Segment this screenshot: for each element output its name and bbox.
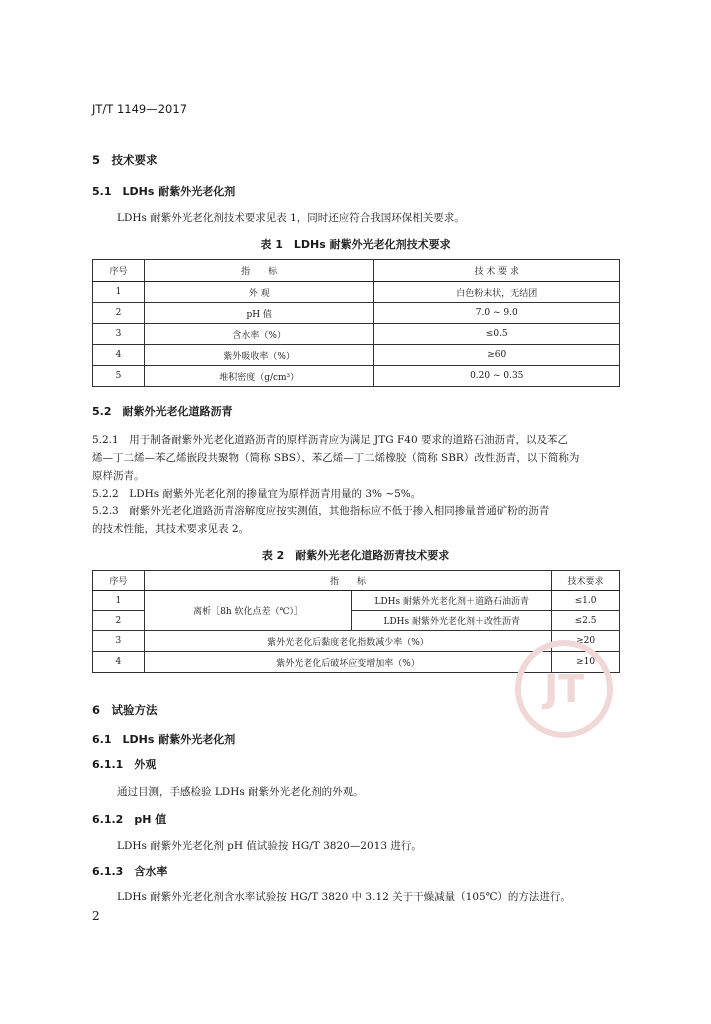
- table-cell: LDHs 耐紫外光老化剂＋改性沥青: [352, 611, 552, 631]
- table-2-header-row: [93, 571, 620, 591]
- clause-5-2-3-line-2: 的技术性能，其技术要求见表 2。: [92, 523, 250, 535]
- table-1-header-row: [93, 260, 620, 282]
- clause-5-2-1-line-1: 5.2.1 用于制备耐紫外光老化道路沥青的原样沥青应为满足 JTG F40 要求的道路石油沥青，以及苯乙: [92, 434, 568, 446]
- section-5-title: 5 技术要求: [92, 153, 158, 167]
- table-row: [93, 591, 620, 611]
- section-6-1-3-title: 6.1.3 含水率: [92, 865, 168, 878]
- section-5-2-title: 5.2 耐紫外光老化道路沥青: [92, 405, 233, 418]
- table-row: [93, 324, 620, 345]
- section-6-1-1-title: 6.1.1 外观: [92, 758, 157, 771]
- table-1-header-requirement: 技 术 要 求: [374, 260, 620, 282]
- clause-5-2-2: 5.2.2 LDHs 耐紫外光老化剂的掺量宜为原样沥青用量的 3% ~5%。: [92, 488, 422, 500]
- table-1: [92, 259, 620, 387]
- table-cell: 紫外吸收率（%）: [144, 345, 374, 366]
- table-cell: ≥20: [552, 631, 620, 652]
- table-1-caption: 表 1 LDHs 耐紫外光老化剂技术要求: [260, 238, 451, 251]
- clause-5-2-3-line-1: 5.2.3 耐紫外光老化道路沥青溶解度应按实测值，其他指标应不低于掺入相同掺量普通矿粉的沥青: [92, 505, 550, 517]
- table-cell: 堆积密度（g/cm³）: [144, 366, 374, 387]
- section-5-1-paragraph: LDHs 耐紫外光老化剂技术要求见表 1，同时还应符合我国环保相关要求。: [117, 212, 465, 224]
- section-6-1-3-paragraph: LDHs 耐紫外光老化剂含水率试验按 HG/T 3820 中 3.12 关于干燥减量（105℃）的方法进行。: [117, 891, 571, 903]
- table-cell: ≤0.5: [374, 324, 620, 345]
- table-2-caption: 表 2 耐紫外光老化道路沥青技术要求: [261, 549, 450, 562]
- table-2-header-requirement: 技术要求: [552, 571, 620, 591]
- section-6-1-2-paragraph: LDHs 耐紫外光老化剂 pH 值试验按 HG/T 3820—2013 进行。: [117, 840, 422, 852]
- table-cell: 3: [93, 631, 145, 652]
- section-5-1-title: 5.1 LDHs 耐紫外光老化剂: [92, 185, 236, 198]
- table-cell: 2: [93, 303, 145, 324]
- table-cell: ≤2.5: [552, 611, 620, 631]
- table-cell: 含水率（%）: [144, 324, 374, 345]
- jt-watermark-logo: JT: [515, 640, 613, 738]
- section-6-title: 6 试验方法: [92, 703, 158, 717]
- table-cell: 0.20 ~ 0.35: [374, 366, 620, 387]
- section-6-1-title: 6.1 LDHs 耐紫外光老化剂: [92, 733, 236, 746]
- table-cell: 4: [93, 345, 145, 366]
- table-1-header-item: 指 标: [144, 260, 374, 282]
- table-1-header-no: 序号: [93, 260, 145, 282]
- table-cell: pH 值: [144, 303, 374, 324]
- table-row: [93, 366, 620, 387]
- table-cell: ≤1.0: [552, 591, 620, 611]
- table-row: [93, 282, 620, 303]
- table-row: [93, 303, 620, 324]
- clause-5-2-1-line-3: 原样沥青。: [92, 470, 145, 482]
- table-cell: 3: [93, 324, 145, 345]
- table-cell: 7.0 ~ 9.0: [374, 303, 620, 324]
- table-cell: 紫外光老化后破坏应变增加率（%）: [144, 652, 551, 673]
- table-cell: 外 观: [144, 282, 374, 303]
- clause-5-2-1-line-2: 烯—丁二烯—苯乙烯嵌段共聚物（简称 SBS）、苯乙烯—丁二烯橡胶（简称 SBR）改性沥青，以下简称为: [92, 452, 580, 464]
- table-cell: 2: [93, 611, 145, 631]
- section-6-1-2-title: 6.1.2 pH 值: [92, 813, 167, 826]
- table-2-header-item: 指 标: [144, 571, 551, 591]
- table-cell: 1: [93, 282, 145, 303]
- table-2-header-no: 序号: [93, 571, 145, 591]
- table-row: [93, 345, 620, 366]
- table-cell: LDHs 耐紫外光老化剂＋道路石油沥青: [352, 591, 552, 611]
- table-cell: 5: [93, 366, 145, 387]
- standard-code-header: JT/T 1149—2017: [92, 102, 188, 116]
- page-number: 2: [92, 909, 100, 923]
- table-cell: 白色粉末状，无结团: [374, 282, 620, 303]
- table-cell: ≥60: [374, 345, 620, 366]
- table-cell: 紫外光老化后黏度老化指数减少率（%）: [144, 631, 551, 652]
- table-cell: 4: [93, 652, 145, 673]
- table-cell: 1: [93, 591, 145, 611]
- section-6-1-1-paragraph: 通过目测，手感检验 LDHs 耐紫外光老化剂的外观。: [117, 786, 364, 798]
- table-cell: ≥10: [552, 652, 620, 673]
- segregation-label: 离析［8h 软化点差（℃）］: [144, 591, 352, 631]
